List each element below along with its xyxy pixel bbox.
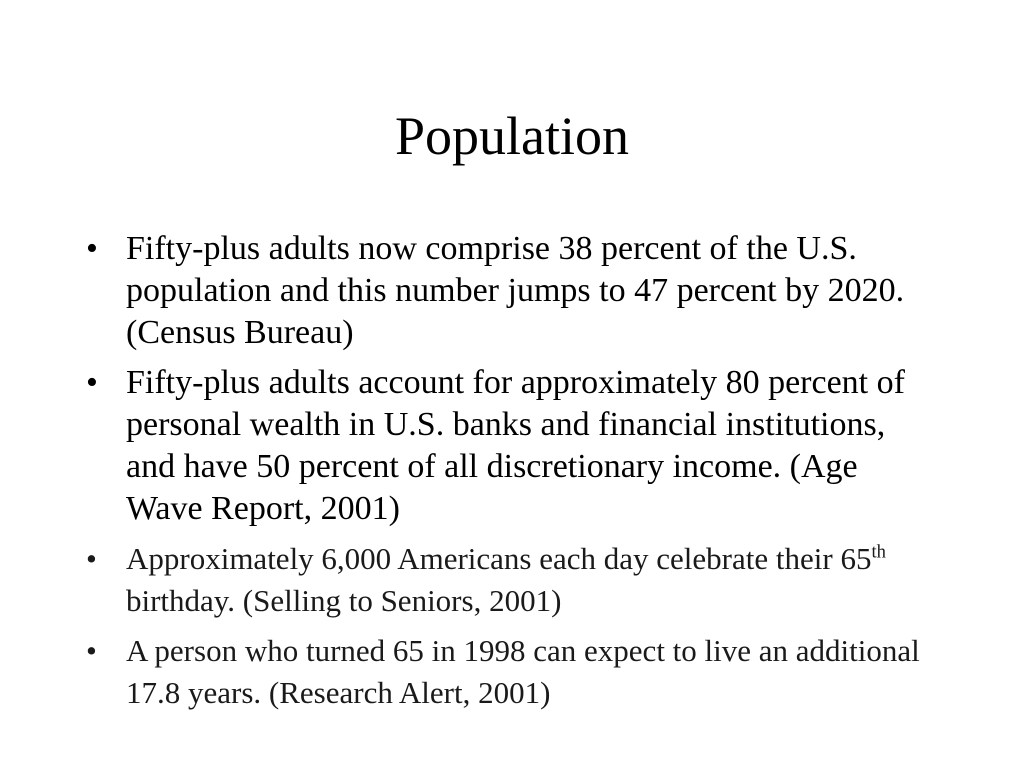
- bullet-item: [80, 538, 940, 622]
- bullet-text: Fifty-plus adults now comprise 38 percent of the U.S. population and this number jumps to 47 percent by 2020. (Census Bureau): [126, 230, 905, 351]
- bullet-item: [80, 630, 940, 714]
- bullet-text: Fifty-plus adults account for approximately 80 percent of personal wealth in U.S. banks and financial institutions, and have 50 percent of all discretionary income. (Age Wave Report, 2001): [126, 364, 905, 527]
- bullet-icon: •: [86, 541, 97, 576]
- slide-title: Population: [394, 106, 629, 166]
- bullet-text-before: Approximately 6,000 Americans each day celebrate their 65: [126, 541, 872, 576]
- bullet-item: [80, 228, 940, 354]
- bullet-list: [80, 228, 940, 722]
- ordinal-superscript: th: [871, 541, 886, 563]
- bullet-icon: •: [86, 364, 98, 401]
- bullet-icon: •: [86, 230, 98, 267]
- bullet-text: A person who turned 65 in 1998 can expect to live an additional 17.8 years. (Research Alert, 2001): [126, 633, 920, 710]
- bullet-icon: •: [86, 633, 97, 668]
- bullet-text-after: birthday. (Selling to Seniors, 2001): [126, 583, 562, 618]
- bullet-text: [126, 541, 886, 618]
- bullet-item: [80, 362, 940, 530]
